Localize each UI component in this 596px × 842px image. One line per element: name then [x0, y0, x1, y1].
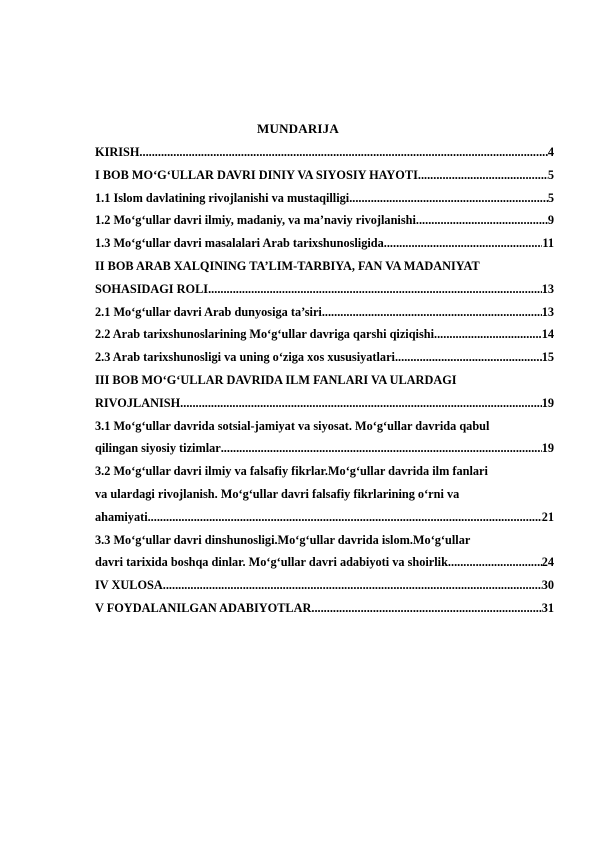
toc-page-number: 15 [541, 350, 554, 365]
toc-entry-text: RIVOJLANISH [95, 395, 181, 410]
dot-leader [395, 346, 542, 369]
toc-entry-line [95, 551, 554, 574]
toc-entry[interactable] [95, 187, 554, 210]
toc-entry[interactable] [95, 574, 554, 597]
dot-leader [163, 574, 542, 597]
toc-entry[interactable] [95, 209, 554, 232]
page-title: MUNDARIJA [257, 121, 339, 136]
toc-entry-text: davri tarixida boshqa dinlar. Mo‘g‘ullar davri adabiyoti va shoirlik [95, 555, 448, 570]
toc-entry[interactable] [95, 597, 554, 620]
toc-entry-line [95, 301, 554, 324]
toc-entry[interactable] [95, 232, 554, 255]
dot-leader [139, 141, 547, 164]
toc-entry-text: V FOYDALANILGAN ADABIYOTLAR [95, 600, 312, 615]
toc-entry-line [95, 323, 554, 346]
toc-entry-line [95, 437, 554, 460]
toc-entry-text: 1.3 Mo‘g‘ullar davri masalalari Arab tarixshunosligida [95, 236, 384, 251]
dot-leader [384, 232, 543, 255]
toc-entry-text: KIRISH [95, 145, 140, 159]
toc-entry-line [95, 278, 554, 301]
toc-entry[interactable] [95, 164, 554, 187]
toc-entry-line [95, 209, 554, 232]
toc-entry-text: qilingan siyosiy tizimlar [95, 441, 221, 456]
toc-page-number: 30 [541, 578, 554, 593]
toc-entry[interactable] [95, 346, 554, 369]
toc-entry-line [95, 141, 554, 164]
toc-entry-line [95, 597, 554, 620]
toc-page-number: 13 [541, 304, 554, 319]
dot-leader [434, 323, 542, 346]
dot-leader [349, 187, 548, 210]
dot-leader [208, 278, 542, 301]
dot-leader [418, 164, 548, 187]
toc-page-number: 11 [542, 236, 554, 251]
toc-entry-text: II BOB ARAB XALQINING TA’LIM-TARBIYA, FAN VA MADANIYAT [95, 258, 480, 273]
toc-entry-text: 3.3 Mo‘g‘ullar davri dinshunosligi.Mo‘g‘ullar davrida islom.Mo‘g‘ullar [95, 532, 471, 547]
toc-entry[interactable] [95, 369, 554, 415]
toc-entry-text: IV XULOSA [95, 578, 163, 593]
toc-entry-text: 2.1 Mo‘g‘ullar davri Arab dunyosiga ta’siri [95, 304, 322, 319]
toc-entry[interactable] [95, 141, 554, 164]
toc-entry-line [95, 232, 554, 255]
dot-leader [448, 551, 542, 574]
toc-entry-text: III BOB MO‘G‘ULLAR DAVRIDA ILM FANLARI VA ULARDAGI [95, 372, 457, 387]
dot-leader [416, 209, 548, 232]
toc-entry[interactable] [95, 529, 554, 575]
toc-page-number: 21 [541, 509, 554, 524]
toc-page-number: 5 [547, 190, 554, 205]
toc-page-number: 13 [541, 281, 554, 296]
toc-entry-text: 3.2 Mo‘g‘ullar davri ilmiy va falsafiy fikrlar.Mo‘g‘ullar davrida ilm fanlari [95, 464, 488, 479]
dot-leader [322, 301, 542, 324]
toc-page-number: 9 [547, 213, 554, 228]
toc-page-number: 19 [541, 441, 554, 456]
toc-entry[interactable] [95, 301, 554, 324]
dot-leader [180, 392, 542, 415]
toc-entry-line [95, 392, 554, 415]
toc-page-number: 24 [541, 555, 554, 570]
toc-page-number: 14 [541, 327, 554, 342]
toc-entry-text: SOHASIDAGI ROLI [95, 281, 209, 296]
dot-leader [311, 597, 541, 620]
toc-entry-line [95, 187, 554, 210]
toc-entry[interactable] [95, 323, 554, 346]
dot-leader [221, 437, 542, 460]
toc-page-number: 5 [547, 167, 554, 182]
toc-page-number: 31 [541, 600, 554, 615]
toc-entry-line [95, 506, 554, 529]
toc-entry-line [95, 574, 554, 597]
toc-entry[interactable] [95, 415, 554, 461]
dot-leader [148, 506, 542, 529]
toc-entry[interactable] [95, 460, 554, 528]
toc-entry-line [95, 346, 554, 369]
toc-entry-text: ahamiyati [95, 509, 148, 524]
toc-entry-text: va ulardagi rivojlanish. Mo‘g‘ullar davri falsafiy fikrlarining o‘rni va [95, 486, 460, 501]
toc-entry-text: 2.2 Arab tarixshunoslarining Mo‘g‘ullar davriga qarshi qiziqishi [95, 327, 435, 342]
toc-entry-text: 1.2 Mo‘g‘ullar davri ilmiy, madaniy, va ma’naviy rivojlanishi [95, 213, 416, 228]
toc-entry-text: I BOB MO‘G‘ULLAR DAVRI DINIY VA SIYOSIY HAYOTI [95, 167, 418, 182]
toc-entry-text: 1.1 Islom davlatining rivojlanishi va mustaqilligi [95, 190, 350, 205]
toc-entry-line [95, 164, 554, 187]
toc-entry-text: 2.3 Arab tarixshunosligi va uning o‘ziga xos xususiyatlari [95, 350, 395, 365]
toc-page-number: 19 [541, 395, 554, 410]
table-of-contents [95, 141, 554, 620]
toc-entry[interactable] [95, 255, 554, 301]
toc-entry-text: 3.1 Mo‘g‘ullar davrida sotsial-jamiyat va siyosat. Mo‘g‘ullar davrida qabul [95, 418, 490, 433]
toc-page-number: 4 [547, 145, 554, 159]
